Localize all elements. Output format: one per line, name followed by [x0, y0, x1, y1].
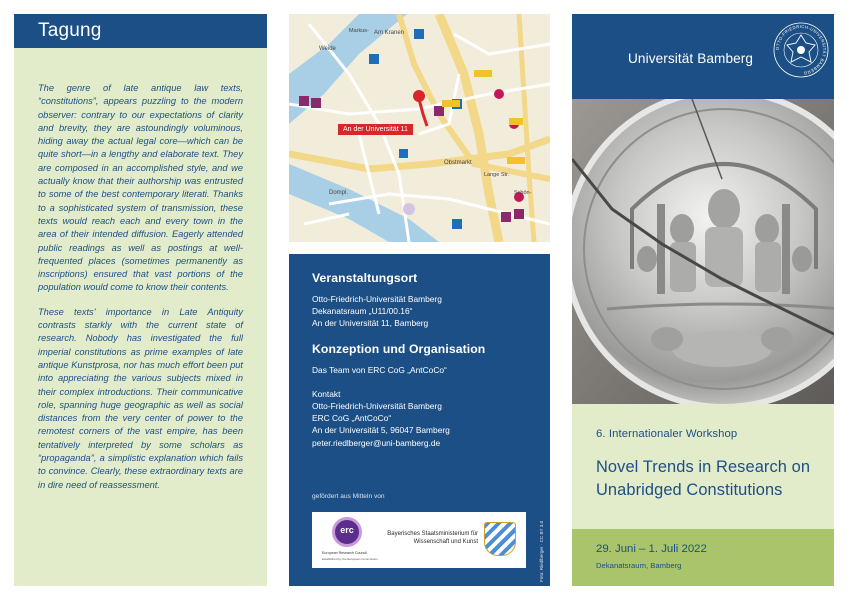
map-marker-label: An der Universität 11 — [338, 124, 413, 135]
hospital-icon — [494, 89, 504, 99]
photo-credit: Foto: Riedlberger · CC BY 3.0 — [539, 520, 544, 582]
city-map[interactable] — [289, 14, 550, 242]
taxi-icon — [474, 70, 492, 77]
street-label: Lange Str. — [484, 172, 510, 178]
church-icon — [403, 203, 415, 215]
museum-icon — [501, 212, 511, 222]
museum-icon — [514, 209, 524, 219]
cover-panel — [572, 14, 834, 586]
intro-text — [14, 48, 267, 492]
street-label: Weide — [319, 46, 336, 52]
organization-line: Das Team von ERC CoG „AntCoCo“ — [312, 364, 447, 375]
venue-line: An der Universität 11, Bamberg — [312, 318, 429, 329]
map-graphic — [289, 14, 550, 242]
bavaria-coat-of-arms-icon — [484, 522, 516, 556]
venue-panel — [289, 14, 550, 586]
street-label: Dompl. — [329, 190, 349, 196]
main-road — [289, 139, 550, 169]
workshop-subtitle: 6. Internationaler Workshop — [596, 428, 738, 440]
venue-line: Otto-Friedrich-Universität Bamberg — [312, 294, 442, 304]
parking-icon — [414, 29, 424, 39]
organization-heading: Konzeption und Organisation — [312, 341, 486, 356]
contact-line: Otto-Friedrich-Universität Bamberg — [312, 401, 442, 412]
workshop-title-line: Unabridged Constitutions — [596, 481, 783, 499]
venue-heading: Veranstaltungsort — [312, 271, 418, 285]
contact-email-link[interactable]: peter.riedlberger@uni-bamberg.de — [312, 437, 441, 448]
event-date: 29. Juni – 1. Juli 2022 — [596, 543, 707, 555]
parking-icon — [369, 54, 379, 64]
canal-shape — [289, 164, 439, 242]
intro-paragraph-2: These texts' importance in Late Antiquity contrasts starkly with the current state of research. Nobody has investigated the full imperial constitutions as prime examples of late antique Kunstprosa, nor has much effort been put into appreciating the various subjects mixed in their complex introductions. Their communicative role, spanning huge geographic as well as social distances from the very center of power to the remotest corners of the vast empire, has been tentatively interpreted by some scholars as “propaganda”, a simplistic explanation which fails to convince. Clearly, these extraordinary texts are in dire need of reassessment. — [38, 306, 243, 490]
university-header — [572, 14, 834, 99]
contact-line: ERC CoG „AntCoCo“ — [312, 413, 392, 424]
contact-label: Kontakt — [312, 388, 341, 399]
intro-paragraph-1: The genre of late antique law texts, “constitutions”, appears puzzling to the modern observer: contrary to our expectations of clarity and brevity, they are astoundingly voluminous, hiding away the actual legal core—which can be quite short—in a lengthy and elaborate text. They are composed in an accomplished style, and we actually know that their authorship was entrusted to some of the best contemporary literati. Thanks to a sophisticated system of transmission, these texts would reach each and every town in the area of their intended diffusion. Eagerly attended public readings as well as postings at well-frequented places (sometimes permanently as inscriptions) ensured that vast portions of the population would come to know their contents. — [38, 83, 243, 293]
funder-logos — [312, 512, 526, 568]
location-pin-icon[interactable] — [413, 90, 425, 102]
venue-info — [289, 254, 550, 586]
funded-by-text: gefördert aus Mitteln von — [312, 492, 385, 500]
taxi-icon — [442, 100, 460, 107]
erc-subtitle: Established by the European Commission — [322, 557, 378, 561]
street-label: Obstmarkt — [444, 160, 472, 166]
street-label: Markus- — [349, 28, 369, 34]
street-label: Schön- — [514, 190, 532, 196]
university-name: Universität Bamberg — [628, 51, 754, 66]
taxi-icon — [507, 157, 525, 164]
contact-line: An der Universität 5, 96047 Bamberg — [312, 425, 450, 436]
university-seal-icon — [772, 21, 830, 79]
event-place: Dekanatsraum, Bamberg — [596, 561, 682, 570]
intro-panel — [14, 14, 267, 586]
museum-icon — [311, 98, 321, 108]
route-line — [419, 99, 427, 126]
erc-logo — [322, 515, 378, 565]
workshop-title — [596, 456, 834, 502]
museum-icon — [434, 106, 444, 116]
erc-letters: erc — [340, 525, 354, 535]
street-label: Am Kranen — [374, 30, 405, 36]
workshop-info — [572, 404, 834, 529]
erc-name: European Research Council — [322, 551, 367, 555]
section-heading: Tagung — [14, 14, 267, 48]
seal-text: OTTO-FRIEDRICH-UNIVERSITÄT BAMBERG — [774, 23, 828, 76]
info-icon — [399, 149, 408, 158]
parking-icon — [452, 219, 462, 229]
workshop-title-line: Novel Trends in Research on — [596, 458, 811, 476]
missorium-image — [572, 99, 834, 404]
bavaria-ministry-name: Bayerisches Staatsministerium für Wissenschaft und Kunst — [387, 531, 478, 545]
bus-icon — [509, 118, 523, 125]
date-band — [572, 529, 834, 586]
silver-plate-photo — [572, 99, 834, 404]
museum-icon — [299, 96, 309, 106]
venue-line: Dekanatsraum „U11/00.16“ — [312, 306, 413, 317]
